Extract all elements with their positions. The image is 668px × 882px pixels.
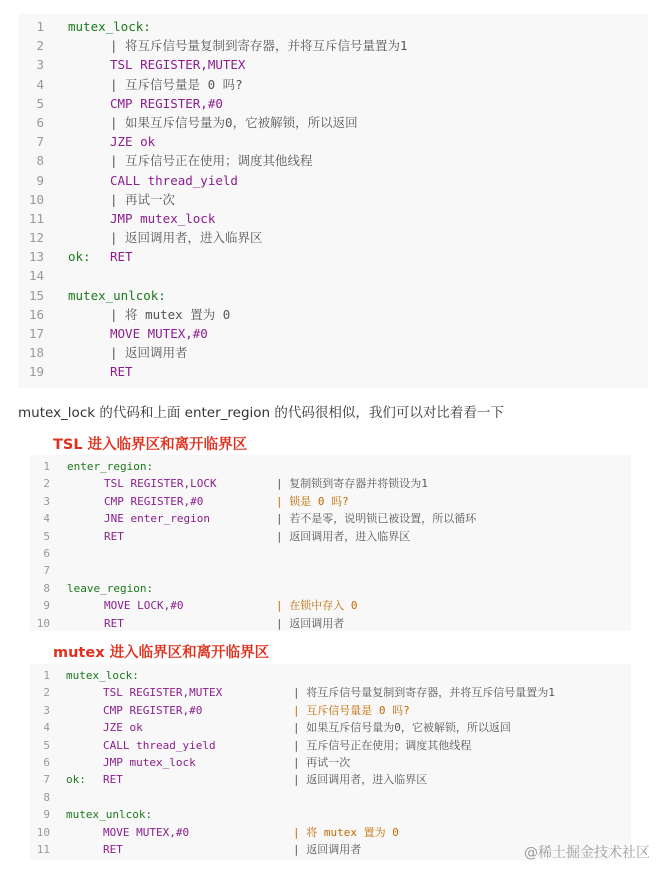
- code-instruction: TSL REGISTER,MUTEX: [103, 686, 223, 700]
- line-number: 10: [36, 825, 50, 839]
- code-comment: | 在锁中存入 0: [276, 599, 358, 613]
- line-number: 15: [28, 287, 44, 303]
- code-line: [30, 719, 631, 736]
- line-number: 5: [43, 738, 50, 752]
- code-line: [18, 343, 648, 362]
- code-comment: | 如果互斥信号量为0，它被解锁，所以返回: [293, 721, 511, 735]
- code-label: enter_region:: [67, 460, 154, 473]
- code-instruction: MOVE LOCK,#0: [104, 599, 184, 613]
- code-line: [30, 667, 631, 684]
- line-number: 5: [36, 95, 44, 111]
- heading-mutex-section: mutex 进入临界区和离开临界区: [53, 645, 270, 661]
- code-line: [30, 702, 631, 719]
- line-number: 8: [43, 581, 50, 595]
- line-number: 6: [43, 546, 50, 560]
- line-number: 18: [28, 345, 44, 361]
- code-instruction: JMP mutex_lock: [103, 755, 196, 769]
- code-instruction: RET: [103, 773, 123, 787]
- code-instruction: MOVE MUTEX,#0: [103, 825, 190, 839]
- code-comment: | 复制锁到寄存器并将锁设为1: [276, 477, 428, 491]
- line-number: 9: [43, 808, 50, 822]
- body-paragraph: mutex_lock 的代码和上面 enter_region 的代码很相似，我们可以对比着看一下: [18, 405, 504, 421]
- code-comment: | 返回调用者，进入临界区: [110, 230, 263, 246]
- code-line: [30, 615, 631, 632]
- line-number: 6: [43, 755, 50, 769]
- code-label: leave_region:: [67, 581, 154, 595]
- line-number: 2: [43, 686, 50, 700]
- code-line: [18, 305, 648, 324]
- line-number: 4: [43, 721, 50, 735]
- heading-tsl-section: TSL 进入临界区和离开临界区: [53, 437, 248, 453]
- code-line: [18, 113, 648, 132]
- code-instruction: RET: [104, 616, 124, 630]
- code-line: [18, 171, 648, 190]
- code-instruction: JZE ok: [110, 134, 156, 150]
- line-number: 2: [43, 477, 50, 491]
- code-line: [18, 324, 648, 343]
- code-line: [30, 771, 631, 788]
- code-label: ok:: [68, 249, 91, 265]
- code-comment: | 如果互斥信号量为0，它被解锁，所以返回: [110, 114, 358, 130]
- code-line: [18, 36, 648, 55]
- line-number: 11: [28, 210, 44, 226]
- code-instruction: CALL thread_yield: [103, 738, 216, 752]
- code-block-mutex-original: [18, 14, 648, 388]
- code-line: [30, 597, 631, 614]
- code-instruction: TSL REGISTER,LOCK: [104, 477, 217, 491]
- code-instruction: MOVE MUTEX,#0: [110, 326, 208, 341]
- line-number: 8: [43, 790, 50, 804]
- code-instruction: CMP REGISTER,#0: [103, 703, 203, 717]
- code-block-mutex-comparison: [30, 664, 631, 860]
- code-label: mutex_lock:: [68, 19, 151, 34]
- line-number: 16: [28, 306, 44, 322]
- code-line: [30, 684, 631, 701]
- code-instruction: CMP REGISTER,#0: [104, 494, 204, 508]
- line-number: 10: [28, 191, 44, 207]
- line-number: 13: [28, 249, 44, 265]
- code-instruction: JZE ok: [103, 721, 143, 735]
- code-comment: | 将 mutex 置为 0: [110, 306, 231, 322]
- code-comment: | 将互斥信号量复制到寄存器，并将互斥信号量置为1: [110, 38, 408, 54]
- code-line: [18, 151, 648, 170]
- code-instruction: JMP mutex_lock: [110, 210, 216, 226]
- code-line: [18, 55, 648, 74]
- code-comment: | 锁是 0 吗?: [276, 494, 349, 508]
- code-line: [18, 266, 648, 285]
- line-number: 1: [36, 19, 44, 34]
- code-instruction: CMP REGISTER,#0: [110, 95, 223, 111]
- line-number: 4: [43, 512, 50, 526]
- code-comment: | 返回调用者，进入临界区: [293, 773, 428, 787]
- line-number: 10: [36, 616, 50, 630]
- code-line: [18, 17, 648, 36]
- line-number: 8: [36, 153, 44, 169]
- code-label: mutex_lock:: [66, 669, 139, 682]
- code-comment: | 互斥信号量是 0 吗?: [293, 703, 410, 717]
- line-number: 7: [36, 134, 44, 150]
- code-instruction: RET: [103, 842, 123, 856]
- code-comment: | 互斥信号正在使用；调度其他线程: [110, 153, 313, 169]
- line-number: 9: [36, 172, 44, 188]
- line-number: 12: [28, 230, 44, 246]
- line-number: 17: [28, 326, 44, 341]
- line-number: 4: [36, 76, 44, 92]
- code-line: [18, 362, 648, 381]
- line-number: 5: [43, 529, 50, 543]
- code-line: [30, 545, 631, 562]
- code-line: [30, 475, 631, 492]
- code-line: [30, 528, 631, 545]
- code-comment: | 返回调用者: [293, 842, 362, 856]
- code-instruction: RET: [104, 529, 124, 543]
- code-line: [30, 580, 631, 597]
- code-instruction: TSL REGISTER,MUTEX: [110, 57, 246, 73]
- line-number: 3: [43, 494, 50, 508]
- code-comment: | 将 mutex 置为 0: [293, 825, 399, 839]
- code-comment: | 互斥信号正在使用；调度其他线程: [293, 738, 472, 752]
- line-number: 2: [36, 38, 44, 54]
- watermark: @稀土掘金技术社区: [524, 845, 650, 861]
- line-number: 19: [28, 364, 44, 380]
- code-line: [30, 493, 631, 510]
- code-line: [18, 209, 648, 228]
- code-instruction: CALL thread_yield: [110, 172, 238, 188]
- code-comment: | 互斥信号量是 0 吗?: [110, 76, 243, 92]
- code-line: [30, 458, 631, 475]
- code-instruction: RET: [110, 364, 133, 380]
- code-comment: | 再试一次: [110, 191, 176, 207]
- code-line: [30, 737, 631, 754]
- code-comment: | 再试一次: [293, 755, 351, 769]
- code-line: [18, 286, 648, 305]
- code-line: [30, 789, 631, 806]
- line-number: 3: [43, 703, 50, 717]
- code-comment: | 返回调用者: [276, 616, 345, 630]
- code-line: [30, 806, 631, 823]
- line-number: 9: [43, 599, 50, 613]
- line-number: 7: [43, 773, 50, 787]
- code-label: mutex_unlcok:: [66, 808, 153, 822]
- code-comment: | 将互斥信号量复制到寄存器，并将互斥信号量置为1: [293, 686, 555, 700]
- code-line: [18, 94, 648, 113]
- line-number: 11: [36, 842, 50, 856]
- code-line: [30, 562, 631, 579]
- code-line: [18, 190, 648, 209]
- line-number: 7: [43, 564, 50, 578]
- code-line: [30, 824, 631, 841]
- code-line: [30, 754, 631, 771]
- code-comment: | 返回调用者，进入临界区: [276, 529, 411, 543]
- code-comment: | 返回调用者: [110, 345, 188, 361]
- code-instruction: RET: [110, 249, 133, 265]
- line-number: 6: [36, 114, 44, 130]
- code-line: [18, 228, 648, 247]
- line-number: 1: [43, 669, 50, 682]
- line-number: 3: [36, 57, 44, 73]
- code-label: ok:: [66, 773, 86, 787]
- code-block-tsl-comparison: [30, 455, 631, 631]
- code-comment: | 若不是零，说明锁已被设置，所以循环: [276, 512, 477, 526]
- code-line: [18, 132, 648, 151]
- line-number: 1: [43, 460, 50, 473]
- code-line: [18, 75, 648, 94]
- code-instruction: JNE enter_region: [104, 512, 210, 526]
- code-label: mutex_unlcok:: [68, 287, 166, 303]
- line-number: 14: [28, 268, 44, 284]
- code-line: [18, 247, 648, 266]
- code-line: [30, 510, 631, 527]
